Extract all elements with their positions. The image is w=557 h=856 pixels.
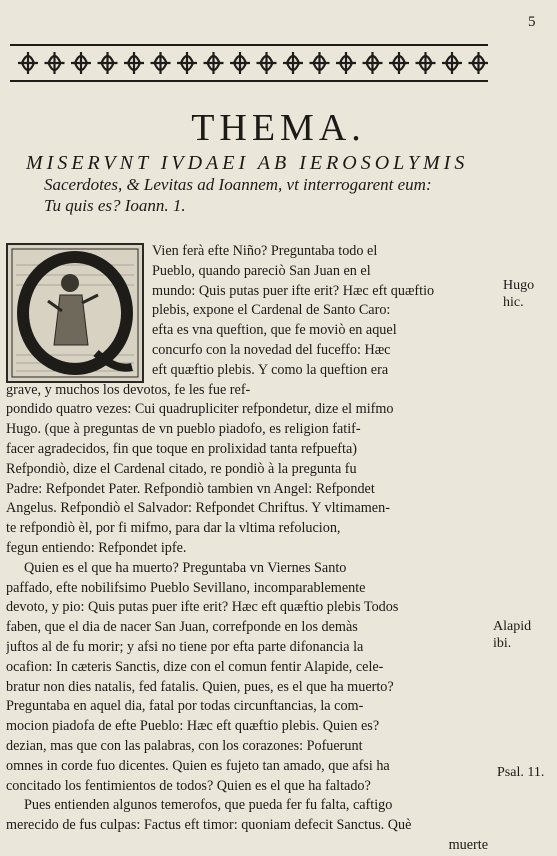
text-line: dezian, mas que con las palabras, con los corazones: Pofuerunt bbox=[6, 737, 363, 754]
ornament-motif bbox=[283, 52, 303, 74]
ornament-motif bbox=[363, 52, 383, 74]
text-line: Angelus. Refpondiò el Salvador: Refpondet Chriftus. Y vltimamen- bbox=[6, 500, 390, 517]
text-line: bratur non dies natalis, fed fatalis. Quien, pues, es el que ha muerto? bbox=[6, 678, 394, 695]
text-line: Hugo. (que à preguntas de vn pueblo piadofo, es religion fatif- bbox=[6, 421, 361, 438]
page-title: THEMA. bbox=[191, 107, 366, 149]
text-line: te refpondiò èl, por fi mifmo, para dar la vltima refolucion, bbox=[6, 520, 341, 537]
text-line: Pues entienden algunos temerofos, que pueda fer fu falta, caftigo bbox=[24, 797, 393, 814]
ornament-motif bbox=[310, 52, 330, 74]
text-line: ocafion: In cæteris Sanctis, dize con el comun fentir Alapide, cele- bbox=[6, 658, 384, 675]
ornament-motif bbox=[257, 52, 277, 74]
text-line: eft quæftio plebis. Y como la queftion era bbox=[152, 361, 389, 378]
text-line: mundo: Quis putas puer ifte erit? Hæc eft quæftio bbox=[152, 282, 435, 299]
text-line: Padre: Refpondet Pater. Refpondiò tambien vn Angel: Refpondet bbox=[6, 480, 375, 497]
text-line: grave, y muchos los devotos, fe les fue ref- bbox=[6, 381, 251, 398]
margin-note-psalm-text: Psal. 11. bbox=[497, 765, 545, 780]
margin-note-hugo bbox=[503, 277, 534, 311]
margin-note-alapid bbox=[493, 618, 531, 652]
ornamental-border bbox=[10, 40, 488, 86]
ornament-motif bbox=[469, 52, 489, 74]
ornament-motif bbox=[151, 52, 171, 74]
text-line: fegun entiendo: Refpondet ipfe. bbox=[6, 539, 187, 556]
text-line: Vien ferà efte Niño? Preguntaba todo el bbox=[152, 243, 378, 259]
text-line: plebis, expone el Cardenal de Santo Caro: bbox=[152, 302, 391, 319]
text-line: faben, que el dia de nacer San Juan, correfponde en los demàs bbox=[6, 619, 358, 636]
ornament-motif bbox=[389, 52, 409, 74]
ornament-motif bbox=[45, 52, 65, 74]
text-line: juftos al de fu morir; y afsi no tiene por efta parte difonancia la bbox=[6, 638, 364, 655]
subtitle-line-1: MISERVNT IVDAEI AB IEROSOLYMIS bbox=[26, 152, 469, 174]
margin-note-alapid-text: Alapid ibi. bbox=[493, 619, 532, 651]
text-line: mocion piadofa de efte Pueblo: Hæc eft quæftio plebis. Quien es? bbox=[6, 718, 380, 735]
text-line: Pueblo, quando pareciò San Juan en el bbox=[152, 262, 371, 279]
ornament-motif bbox=[230, 52, 250, 74]
ornament-motif bbox=[98, 52, 118, 74]
ornament-motif bbox=[71, 52, 91, 74]
text-line: concurfo con la novedad del fuceffo: Hæc bbox=[152, 341, 391, 358]
text-line: muerte bbox=[448, 836, 488, 853]
text-line: facer agradecidos, fin que toque en prolixidad tanta refpuefta) bbox=[6, 440, 357, 457]
text-line: efta es vna queftion, que fe moviò en aquel bbox=[152, 322, 397, 339]
text-line: paffado, efte nobilifsimo Pueblo Sevillano, incomparablemente bbox=[6, 579, 366, 596]
ornament-motif bbox=[18, 52, 38, 74]
text-line: Refpondiò, dize el Cardenal citado, re pondiò à la pregunta fu bbox=[6, 460, 357, 477]
ornament-motif bbox=[416, 52, 436, 74]
margin-note-hugo-text: Hugo hic. bbox=[503, 278, 535, 310]
text-line: omnes in corde fuo dicentes. Quien es fujeto tan amado, que afsi ha bbox=[6, 757, 390, 774]
text-line: merecido de fus culpas: Factus eft timor: quoniam defecit Sanctus. Què bbox=[6, 817, 412, 834]
text-line: devoto, y pio: Quis putas puer ifte erit? Hæc eft quæftio plebis Todos bbox=[6, 599, 399, 616]
theme-subtitle bbox=[26, 153, 496, 216]
ornament-motif bbox=[442, 52, 462, 74]
ornament-motif bbox=[177, 52, 197, 74]
text-line: Preguntaba en aquel dia, fatal por todas circunftancias, la com- bbox=[6, 698, 364, 715]
ornament-motif bbox=[124, 52, 144, 74]
text-line: pondido quatro vezes: Cui quadrupliciter refpondetur, dize el mifmo bbox=[6, 401, 394, 418]
text-line: concitado los fentimientos de todos? Quien es el que ha faltado? bbox=[6, 777, 371, 794]
ornament-motif bbox=[336, 52, 356, 74]
ornament-motif bbox=[204, 52, 224, 74]
page-number: 5 bbox=[528, 14, 536, 30]
text-line: Quien es el que ha muerto? Preguntaba vn Viernes Santo bbox=[24, 559, 347, 576]
sermon-text bbox=[6, 242, 488, 856]
margin-note-psalm bbox=[497, 764, 544, 781]
subtitle-line-2: Sacerdotes, & Levitas ad Ioannem, vt interrogarent eum: bbox=[44, 175, 432, 194]
subtitle-line-3: Tu quis es? Ioann. 1. bbox=[44, 196, 186, 215]
